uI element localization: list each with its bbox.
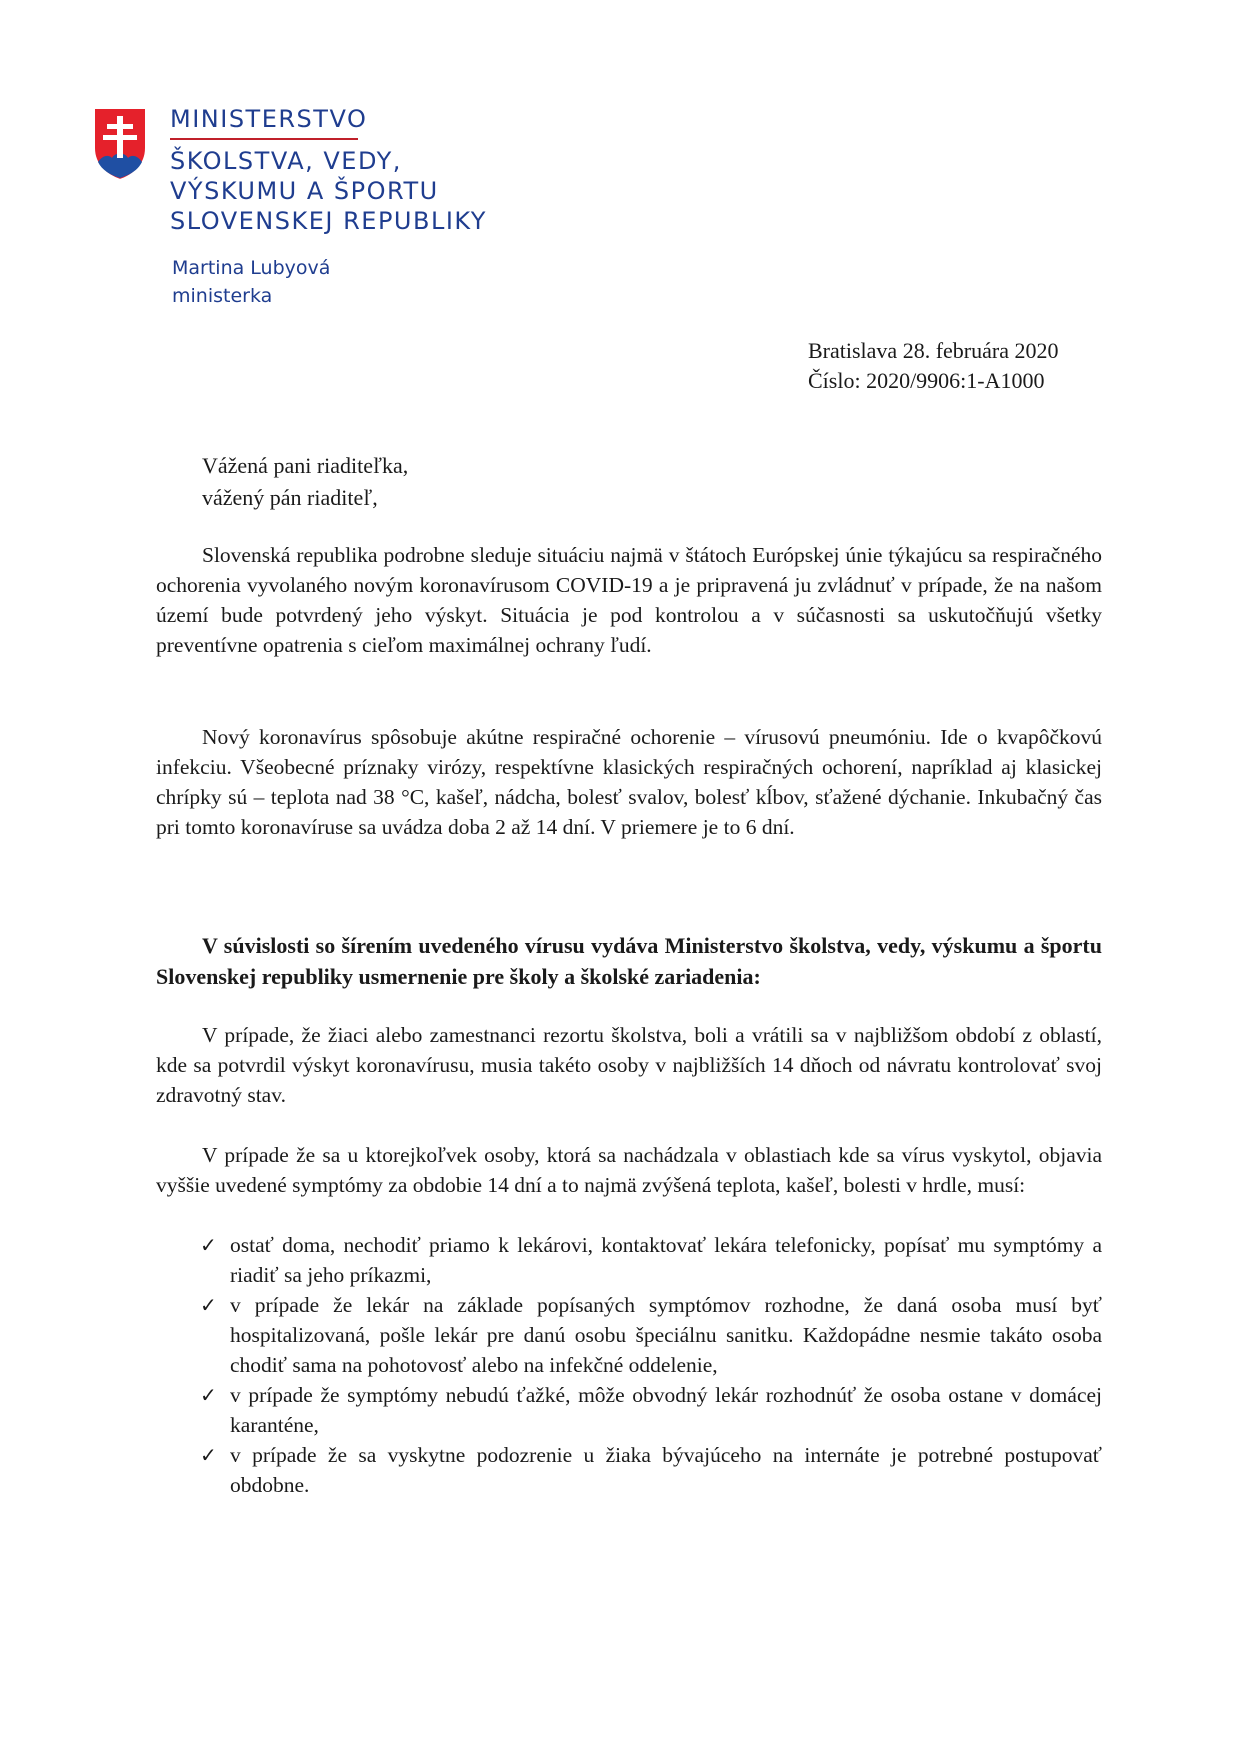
ministry-line: ŠKOLSTVA, VEDY, [170, 147, 402, 175]
body-paragraph [156, 540, 1102, 660]
ministry-line: SLOVENSKEJ REPUBLIKY [170, 207, 487, 235]
list-item-text: v prípade že symptómy nebudú ťažké, môže obvodný lekár rozhodnúť že osoba ostane v domácej karanténe, [230, 1383, 1102, 1437]
list-item-text: v prípade že lekár na základe popísaných symptómov rozhodne, že daná osoba musí byť hospitalizovaná, pošle lekár pre danú osobu špeciálnu sanitku. Každopádne nesmie takáto osoba chodiť sama na pohotovosť alebo na infekčné oddelenie, [230, 1293, 1102, 1377]
list-item [200, 1440, 1102, 1500]
instruction-checklist [200, 1230, 1102, 1500]
signer-name: Martina Lubyová [172, 257, 331, 279]
body-paragraph [156, 722, 1102, 842]
paragraph-text: V prípade že sa u ktorejkoľvek osoby, ktorá sa nachádzala v oblastiach kde sa vírus vyskytol, objavia vyššie uvedené symptómy za obdobie 14 dní a to najmä zvýšená teplota, kašeľ, bolesti v hrdle, musí: [156, 1143, 1102, 1197]
checkmark-icon: ✓ [200, 1293, 217, 1317]
list-item [200, 1230, 1102, 1290]
letterhead-divider [170, 138, 358, 140]
body-paragraph [156, 1020, 1102, 1110]
signer-title: ministerka [172, 285, 273, 307]
letter-meta [808, 336, 1058, 396]
guidance-heading: V súvislosti so šírením uvedeného vírusu vydáva Ministerstvo školstva, vedy, výskumu a športu Slovenskej republiky usmernenie pre školy a školské zariadenia: [156, 933, 1102, 989]
ministry-line: VÝSKUMU A ŠPORTU [170, 177, 439, 205]
salutation-line: Vážená pani riaditeľka, [202, 453, 409, 478]
ministry-name [170, 104, 487, 236]
salutation-line: vážený pán riaditeľ, [202, 485, 378, 510]
list-item-text: v prípade že sa vyskytne podozrenie u žiaka bývajúceho na internáte je potrebné postupovať obdobne. [230, 1443, 1102, 1497]
paragraph-text: V prípade, že žiaci alebo zamestnanci rezortu školstva, boli a vrátili sa v najbližšom období z oblastí, kde sa potvrdil výskyt koronavírusu, musia takéto osoby v najbližších 14 dňoch od návratu kontrolovať svoj zdravotný stav. [156, 1023, 1102, 1107]
list-item [200, 1290, 1102, 1380]
checkmark-icon: ✓ [200, 1383, 217, 1407]
signer-block [172, 254, 330, 310]
ministry-line: MINISTERSTVO [170, 105, 368, 133]
checkmark-icon: ✓ [200, 1233, 217, 1257]
paragraph-text: Nový koronavírus spôsobuje akútne respiračné ochorenie – vírusovú pneumóniu. Ide o kvapôčkovú infekciu. Všeobecné príznaky virózy, respektívne klasických respiračných ochorení, napríklad aj klasickej chrípky sú – teplota nad 38 °C, kašeľ, nádcha, bolesť svalov, bolesť kĺbov, sťažené dýchanie. Inkubačný čas pri tomto koronavíruse sa uvádza doba 2 až 14 dní. V priemere je to 6 dní. [156, 725, 1102, 839]
list-item-text: ostať doma, nechodiť priamo k lekárovi, kontaktovať lekára telefonicky, popísať mu symptómy a riadiť sa jeho príkazmi, [230, 1233, 1102, 1287]
paragraph-text: Slovenská republika podrobne sleduje situáciu najmä v štátoch Európskej únie týkajúcu sa respiračného ochorenia vyvolaného novým koronavírusom COVID-19 a je pripravená ju zvládnuť v prípade, že na našom území bude potvrdený jeho výskyt. Situácia je pod kontrolou a v súčasnosti sa uskutočňujú všetky preventívne opatrenia s cieľom maximálnej ochrany ľudí. [156, 543, 1102, 657]
reference-number: Číslo: 2020/9906:1-A1000 [808, 368, 1045, 393]
salutation [202, 450, 408, 514]
slovak-coat-of-arms-icon [92, 106, 148, 182]
list-item [200, 1380, 1102, 1440]
letter-date: Bratislava 28. februára 2020 [808, 338, 1059, 363]
body-paragraph [156, 1140, 1102, 1200]
checkmark-icon: ✓ [200, 1443, 217, 1467]
